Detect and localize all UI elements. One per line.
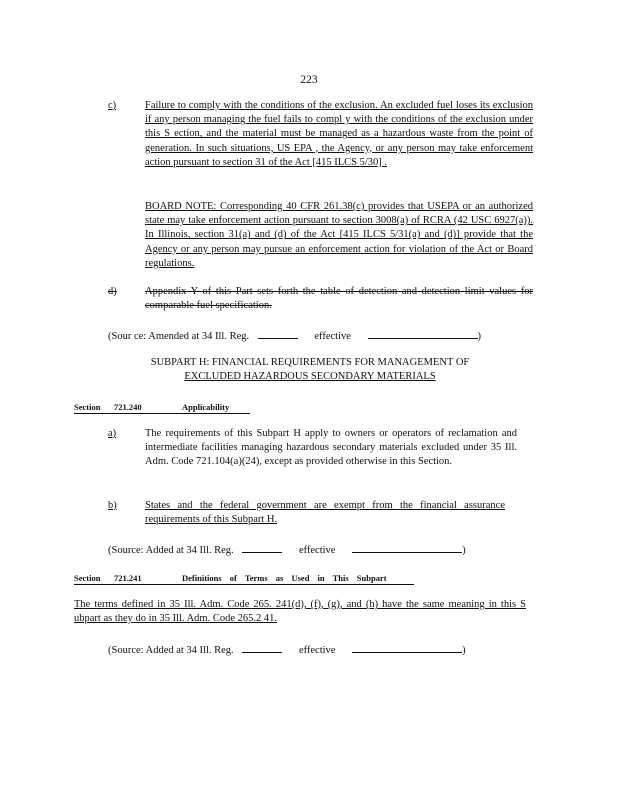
source-240-effective: effective — [298, 545, 336, 556]
source-amended-lead: (Sour ce: Amended at 34 Ill. Reg. — [108, 331, 250, 342]
source-241-lead: (Source: Added at 34 Ill. Reg. — [108, 645, 234, 656]
effective-blank — [368, 327, 478, 339]
section-241-number: 721.241 — [114, 573, 142, 583]
section-240-number: 721.240 — [114, 402, 142, 412]
section-240-label: Section — [74, 402, 101, 412]
item-c-marker: c) — [108, 100, 117, 111]
source-240-close: ) — [462, 545, 466, 556]
section-240-rule — [74, 413, 250, 414]
effective-blank — [352, 641, 462, 653]
section-240-a-marker: a) — [108, 428, 117, 439]
reg-blank — [258, 327, 298, 339]
source-note-240 — [108, 541, 528, 558]
source-note-amended — [108, 327, 528, 344]
section-240-title: Applicability — [182, 402, 230, 412]
effective-blank — [352, 541, 462, 553]
subpart-heading-line1: SUBPART H: FINANCIAL REQUIREMENTS FOR MANAGEMENT OF — [150, 357, 470, 368]
reg-blank — [242, 541, 282, 553]
section-241-label: Section — [74, 573, 101, 583]
section-241-text: The terms defined in 35 Ill. Adm. Code 265. 241(d), (f), (g), and (h) have the same meaning in this S ubpart as they do in 35 Ill. Adm. Code 265.2 41. — [74, 599, 526, 625]
source-241-effective: effective — [298, 645, 336, 656]
source-amended-close: ) — [477, 331, 482, 342]
source-amended-effective: effective — [314, 331, 351, 342]
page-number: 223 — [300, 74, 318, 86]
section-241-title: Definitions of Terms as Used in This Subpart — [182, 573, 387, 583]
section-240-b-text: States and the federal government are exempt from the financial assurance requirements of this Subpart H. — [145, 500, 505, 526]
item-d-text: Appendix Y of this Part sets forth the table of detection and detection limit values for comparable fuel specification. — [145, 286, 533, 312]
source-note-241 — [108, 641, 528, 658]
source-240-lead: (Source: Added at 34 Ill. Reg. — [108, 545, 234, 556]
section-241-rule — [74, 584, 414, 585]
reg-blank — [242, 641, 282, 653]
board-note: BOARD NOTE: Corresponding 40 CFR 261.38(c) provides that USEPA or an authorized state may take enforcement action pursuant to section 3008(a) of RCRA (42 USC 6927(a)). In Illinois, section 31(a) and (d) of the Act [415 ILCS 5/31(a) and (d)] provide that the Agency or any person may pursue an enforcement action for violation of the Act or Board regulations. — [145, 201, 533, 269]
item-d-marker: d) — [108, 286, 117, 297]
item-c-text: Failure to comply with the conditions of the exclusion. An excluded fuel loses its exclusion if any person managing the fuel fails to compl y with the conditions of the exclusion under this S ection, and the material must be managed as a hazardous waste from the point of generation. In such situations, US EPA , the Agency, or any person may take enforcement action pursuant to section 31 of the Act [415 ILCS 5/30] . — [145, 100, 533, 168]
subpart-heading-line2: EXCLUDED HAZARDOUS SECONDARY MATERIALS — [184, 371, 436, 382]
section-240-a-text: The requirements of this Subpart H apply to owners or operators of reclamation and intermediate facilities managing hazardous secondary materials excluded under 35 Ill. Adm. Code 721.104(a)(24), except as provided otherwise in this Section. — [145, 428, 517, 468]
section-240-b-marker: b) — [108, 500, 117, 511]
source-241-close: ) — [462, 645, 466, 656]
